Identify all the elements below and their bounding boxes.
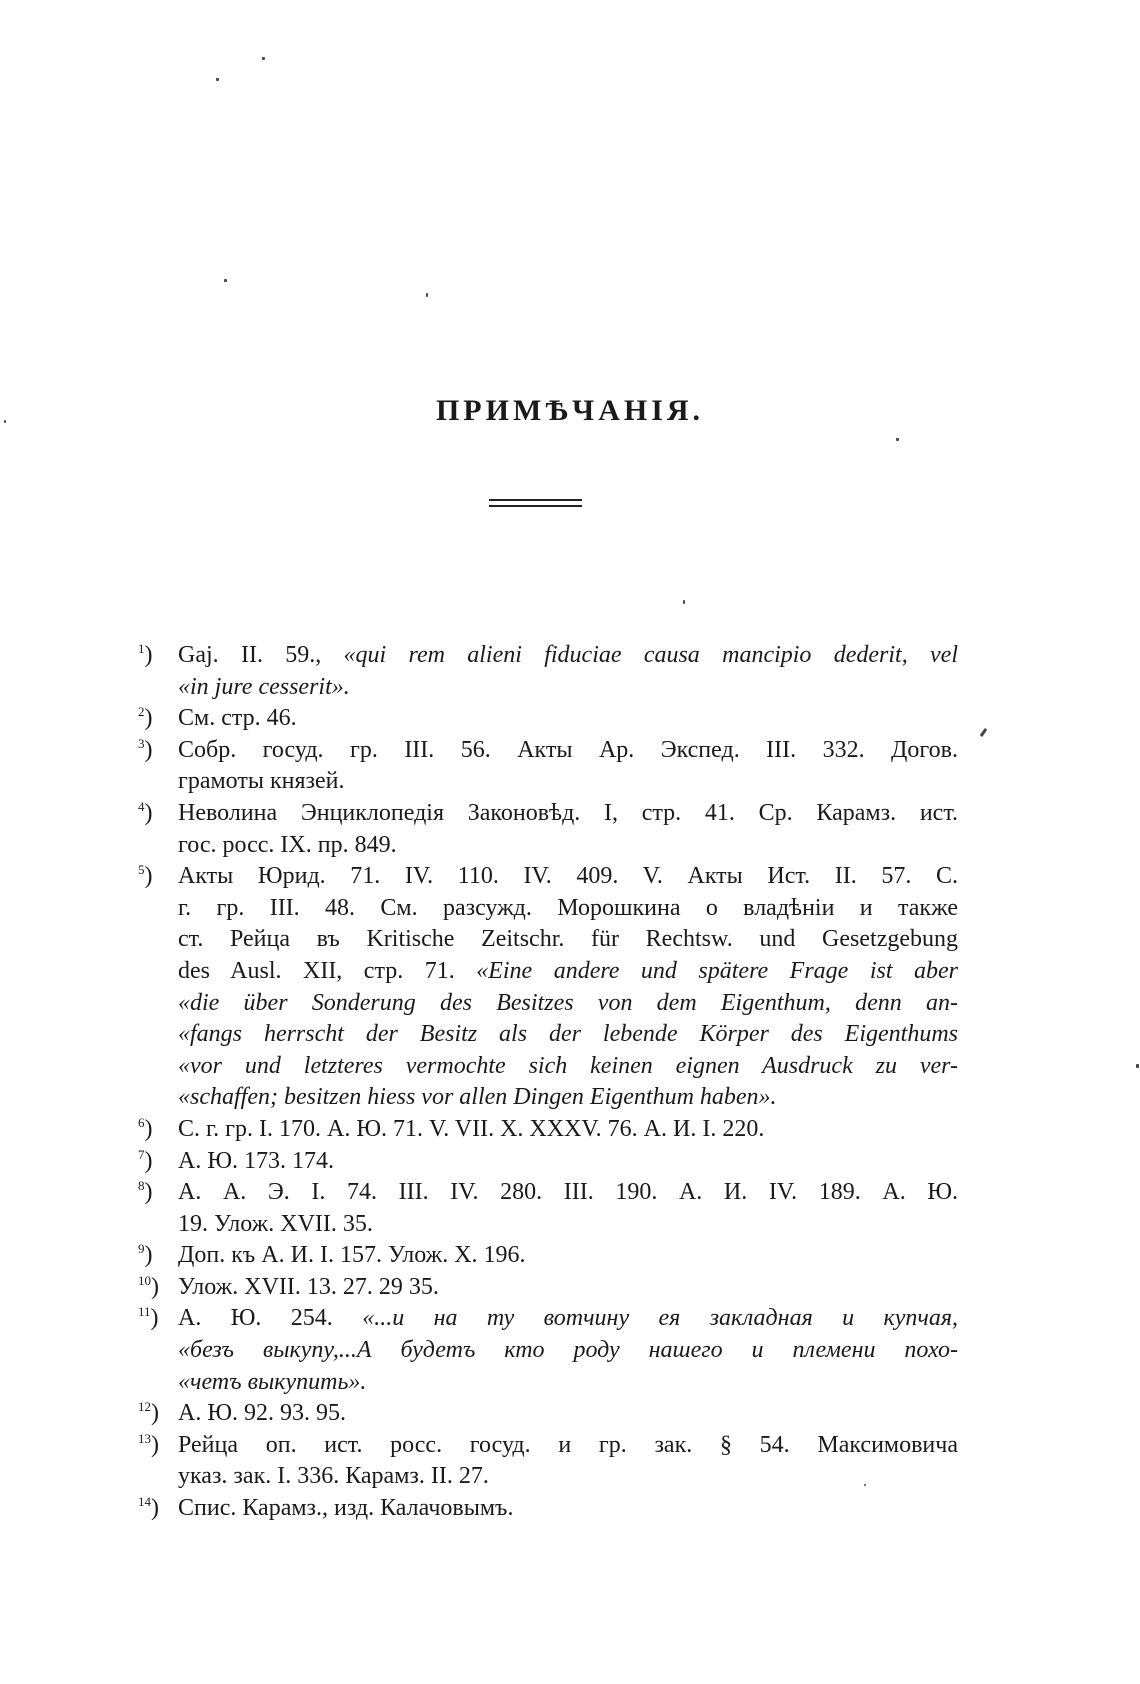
footnote-number (138, 640, 176, 672)
title-divider-top (489, 499, 582, 501)
footnote-number-paren: ) (144, 799, 153, 826)
footnote-number-paren: ) (150, 1305, 159, 1332)
footnote-number (138, 1493, 176, 1525)
footnote-quote: «die über Sonderung des Besitzes von dem Eigenthum, denn an- (178, 989, 958, 1016)
footnote-6 (138, 1114, 958, 1146)
footnote-12 (138, 1398, 958, 1430)
footnote-line (178, 1114, 958, 1146)
footnote-text: А. Ю. 254. (178, 1305, 363, 1332)
footnote-number (138, 1177, 176, 1209)
footnote-line (178, 1019, 958, 1051)
scan-speck (1136, 1064, 1139, 1068)
footnote-text: Gaj. II. 59., (178, 642, 344, 668)
footnote-number-value: 13 (138, 1430, 151, 1446)
footnote-text: С. г. гр. I. 170. А. Ю. 71. V. VII. X. XXXV. 76. А. И. I. 220. (178, 1115, 765, 1142)
footnote-quote: «schaffen; besitzen hiess vor allen Dingen Eigenthum haben». (178, 1084, 777, 1111)
scan-speck (4, 420, 6, 423)
footnote-line (178, 861, 958, 893)
footnote-10 (138, 1272, 958, 1304)
footnote-text: Спис. Карамз., изд. Калачовымъ. (178, 1495, 514, 1522)
footnote-number-paren: ) (144, 1242, 153, 1269)
footnote-line (178, 640, 958, 672)
footnote-text: А. Ю. 173. 174. (178, 1147, 334, 1174)
footnote-quote: «четъ выкупить». (178, 1368, 367, 1395)
footnote-number-value: 9 (138, 1241, 145, 1257)
footnote-number (138, 735, 176, 767)
footnote-line (178, 1335, 958, 1367)
footnote-text: ст. Рейца въ Kritische Zeitschr. für Rechtsw. und Gesetzgebung (178, 926, 958, 953)
footnote-line (178, 672, 958, 704)
footnote-line (178, 924, 958, 956)
footnote-number (138, 1114, 176, 1146)
footnote-quote: «Eine andere und spätere Frage ist aber (476, 957, 958, 984)
footnote-number (138, 861, 176, 893)
footnote-13 (138, 1430, 958, 1493)
footnote-line (178, 1146, 958, 1178)
footnote-number-value: 1 (138, 641, 145, 656)
footnote-text: А. А. Э. I. 74. III. IV. 280. III. 190. А. И. IV. 189. А. Ю. (178, 1179, 958, 1206)
footnote-number-paren: ) (151, 1400, 159, 1427)
footnote-number-paren: ) (144, 1147, 153, 1174)
footnote-1 (138, 640, 958, 703)
footnote-line (178, 1082, 958, 1114)
footnote-text: грамоты князей. (178, 768, 345, 795)
footnote-4 (138, 798, 958, 861)
footnote-text: des Ausl. XII, стр. 71. (178, 957, 477, 984)
scan-speck (896, 438, 899, 441)
footnote-number-paren: ) (144, 863, 153, 890)
footnote-number-paren: ) (144, 736, 153, 763)
footnote-line (178, 1367, 958, 1399)
footnote-quote: «vor und letzteres vermochte sich keinen eignen Ausdruck zu ver- (178, 1052, 958, 1079)
footnote-line (178, 956, 958, 988)
footnote-number-paren: ) (151, 1273, 159, 1300)
footnote-line (178, 893, 958, 925)
footnote-14 (138, 1493, 958, 1525)
footnote-line (178, 798, 958, 830)
footnote-line (178, 988, 958, 1020)
footnote-line (178, 1240, 958, 1272)
footnote-number-value: 11 (138, 1304, 151, 1320)
footnote-number-paren: ) (144, 1179, 153, 1206)
footnote-2 (138, 703, 958, 735)
footnote-number-value: 14 (138, 1494, 151, 1510)
scan-speck (262, 57, 265, 60)
footnote-line (178, 1272, 958, 1304)
footnote-text: Доп. къ А. И. I. 157. Улож. X. 196. (178, 1242, 526, 1269)
footnote-number-value: 7 (138, 1146, 145, 1162)
scan-speck (980, 728, 988, 737)
notes-list (138, 640, 958, 1525)
footnote-quote: «безъ выкупу,...А будетъ кто роду нашего и племени похо- (178, 1337, 958, 1364)
footnote-line (178, 1398, 958, 1430)
title-divider-bottom (489, 505, 582, 507)
footnote-11 (138, 1303, 958, 1398)
footnote-7 (138, 1146, 958, 1178)
page-title: ПРИМѢЧАНІЯ. (435, 394, 705, 427)
footnote-number-value: 10 (138, 1272, 151, 1288)
footnote-line (178, 1461, 958, 1493)
footnote-quote: «...и на ту вотчину ея закладная и купчая, (362, 1305, 958, 1332)
footnote-number (138, 1398, 176, 1430)
footnote-line (178, 1493, 958, 1525)
footnote-text: Улож. XVII. 13. 27. 29 35. (178, 1273, 439, 1300)
footnote-text: См. стр. 46. (178, 705, 297, 732)
footnote-number-value: 5 (138, 862, 145, 878)
footnote-number-value: 2 (138, 704, 145, 720)
footnote-number (138, 1272, 176, 1304)
footnote-number (138, 798, 176, 830)
footnote-number (138, 1240, 176, 1272)
footnote-text: Акты Юрид. 71. IV. 110. IV. 409. V. Акты Ист. II. 57. С. (178, 863, 958, 890)
footnote-quote: «qui rem alieni fiduciae causa mancipio dederit, vel (343, 642, 958, 668)
footnote-number-value: 6 (138, 1114, 145, 1130)
footnote-text: г. гр. III. 48. См. разсужд. Морошкина о владѣніи и также (178, 894, 958, 921)
footnote-5 (138, 861, 958, 1114)
footnote-number-value: 12 (138, 1399, 151, 1415)
footnote-number-value: 8 (138, 1178, 145, 1194)
footnote-text: указ. зак. I. 336. Карамз. II. 27. (178, 1463, 489, 1490)
footnote-number-paren: ) (151, 1495, 159, 1522)
footnote-number-paren: ) (144, 705, 153, 732)
footnote-quote: «fangs herrscht der Besitz als der lebende Körper des Eigenthums (178, 1021, 958, 1048)
scan-speck (683, 600, 685, 604)
scan-speck (216, 78, 219, 81)
footnote-number-paren: ) (144, 1115, 153, 1142)
footnote-number (138, 1303, 176, 1335)
footnote-8 (138, 1177, 958, 1240)
footnote-line (178, 1303, 958, 1335)
footnote-line (178, 735, 958, 767)
footnote-text: Собр. госуд. гр. III. 56. Акты Ар. Экспед. III. 332. Догов. (178, 736, 958, 763)
scan-speck (864, 1484, 866, 1486)
footnote-line (178, 1209, 958, 1241)
footnote-quote: «in jure cesserit». (178, 673, 350, 700)
scan-speck (224, 279, 227, 282)
footnote-number-value: 4 (138, 798, 145, 814)
footnote-number (138, 703, 176, 735)
footnote-text: Рейца оп. ист. росс. госуд. и гр. зак. § 54. Максимовича (178, 1431, 958, 1458)
footnote-line (178, 766, 958, 798)
footnote-line (178, 703, 958, 735)
footnote-text: 19. Улож. XVII. 35. (178, 1210, 373, 1237)
footnote-text: Неволина Энциклопедія Законовѣд. I, стр. 41. Ср. Карамз. ист. (178, 799, 958, 826)
footnote-number (138, 1146, 176, 1178)
footnote-text: А. Ю. 92. 93. 95. (178, 1400, 346, 1427)
footnote-text: гос. росс. IX. пр. 849. (178, 831, 397, 858)
footnote-number (138, 1430, 176, 1462)
footnote-number-paren: ) (144, 642, 153, 668)
scan-speck (426, 293, 428, 297)
footnote-line (178, 1177, 958, 1209)
footnote-line (178, 1051, 958, 1083)
footnote-number-value: 3 (138, 735, 145, 751)
footnote-line (178, 1430, 958, 1462)
footnote-line (178, 830, 958, 862)
footnote-3 (138, 735, 958, 798)
footnote-9 (138, 1240, 958, 1272)
footnote-number-paren: ) (151, 1431, 159, 1458)
